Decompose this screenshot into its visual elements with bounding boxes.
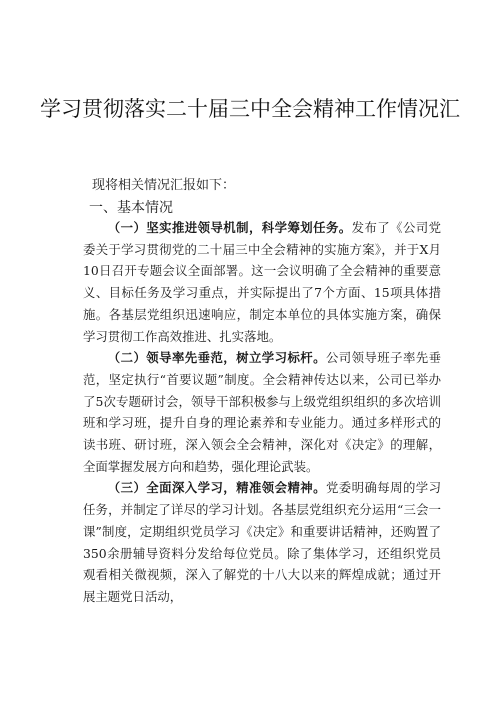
- body-text: [83, 217, 441, 608]
- paragraph-1: [83, 217, 441, 347]
- paragraph-lead: （一）坚实推进领导机制，科学筹划任务。: [107, 220, 352, 235]
- section-heading: 一、基本情况: [89, 200, 173, 216]
- paragraph-2: [83, 347, 441, 477]
- paragraph-lead: （二）领导率先垂范，树立学习标杆。: [107, 350, 326, 366]
- document-title: 学习贯彻落实二十届三中全会精神工作情况汇: [40, 97, 460, 121]
- paragraph-text: 公司领导班子率先垂范，坚定执行“首要议题”制度。全会精神传达以来，公司已举办了5次专题研讨会，领导干部积极参与上级党组织组织的多次培训班和学习班，提升自身的理论素养和专业能力。通过多样形式的读书班、研讨班，深入领会全会精神，深化对《决定》的理解，全面掌握发展方向和趋势，强化理论武装。: [83, 350, 442, 474]
- paragraph-lead: （三）全面深入学习，精准领会精神。: [107, 480, 326, 496]
- paragraph-text: 党委明确每周的学习任务，并制定了详尽的学习计划。各基层党组织充分运用“三会一课”制度，定期组织党员学习《决定》和重要讲话精神，还购置了350余册辅导资料分发给每位党员。除了集体学习，还组织党员观看相关微视频，深入了解党的十八大以来的辉煌成就；通过开展主题党日活动，: [83, 480, 442, 604]
- paragraph-3: [83, 477, 441, 607]
- intro-line: 现将相关情况汇报如下：: [92, 178, 236, 193]
- paragraph-text: 发布了《公司党委关于学习贯彻党的二十届三中全会精神的实施方案》，并于X月10日召开专题会议全面部署。这一会议明确了全会精神的重要意义、目标任务及学习重点，并实际提出了7个方面、15项具体措施。各基层党组织迅速响应，制定本单位的具体实施方案，确保学习贯彻工作高效推进、扎实落地。: [83, 220, 442, 344]
